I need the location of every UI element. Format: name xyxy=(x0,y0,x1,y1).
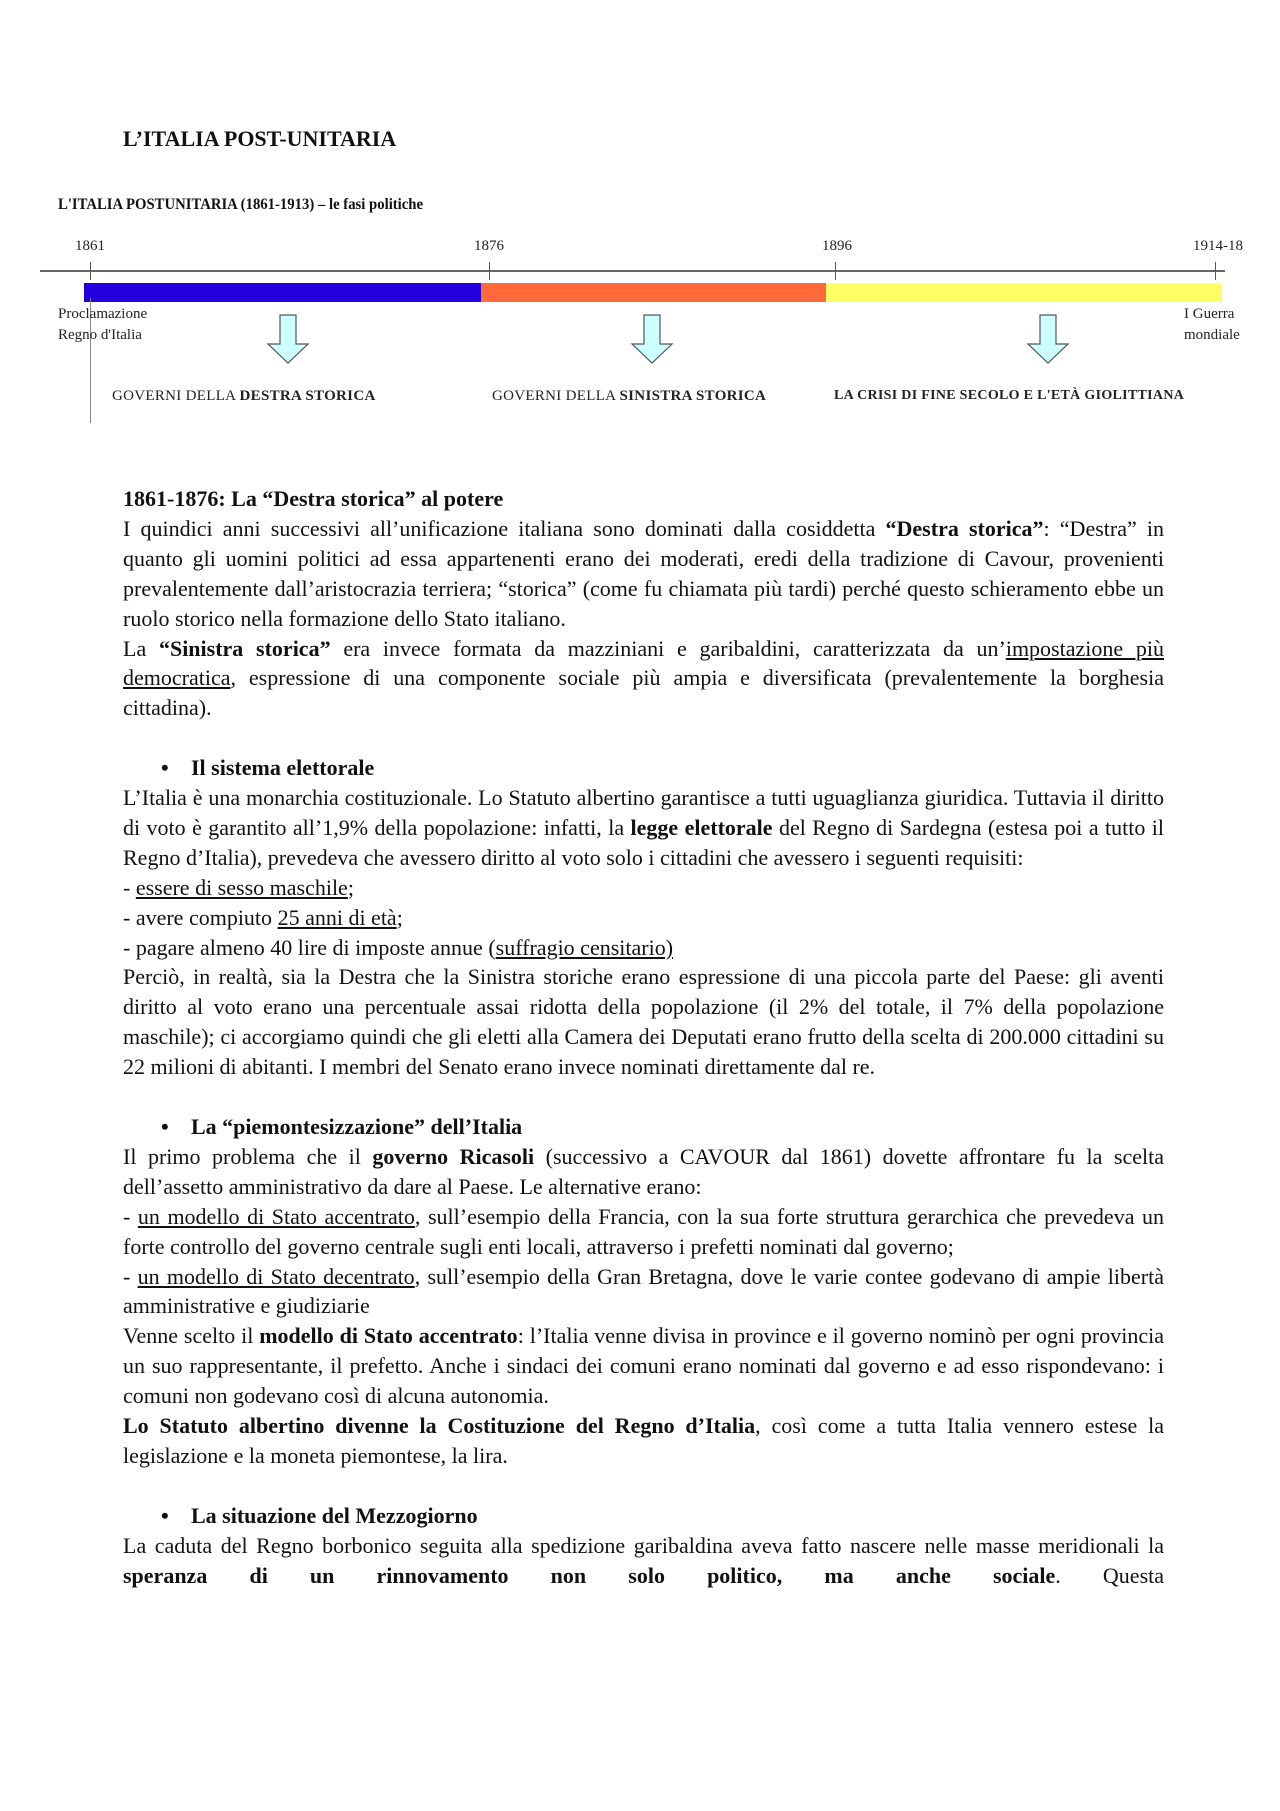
paragraph xyxy=(123,1202,1164,1262)
tick-mark xyxy=(489,262,490,280)
text-run: , così come a tutta Italia vennero estese la legislazione e la moneta piemontese, la lira. xyxy=(123,1413,1165,1468)
bold-text: legge elettorale xyxy=(630,814,773,840)
blank-line xyxy=(123,1082,1164,1112)
underlined-text: un modello di Stato accentrato xyxy=(137,1203,415,1229)
underlined-text: un modello di Stato decentrato xyxy=(137,1263,415,1289)
text-run: ; xyxy=(347,874,354,900)
section-heading xyxy=(123,484,1164,514)
start-label-line: Regno d'Italia xyxy=(58,327,142,343)
text-run: La situazione del Mezzogiorno xyxy=(191,1502,478,1528)
document-title: L’ITALIA POST-UNITARIA xyxy=(123,126,397,151)
bold-text: speranza di un rinnovamento non solo politico, ma anche sociale xyxy=(123,1562,1056,1588)
bullet-heading-text xyxy=(191,755,374,780)
phase-label-normal: GOVERNI DELLA xyxy=(112,388,240,404)
bullet-heading xyxy=(123,1112,1164,1142)
phase-label-normal: GOVERNI DELLA xyxy=(492,388,620,404)
down-arrow-icon xyxy=(630,314,674,364)
text-run: (successivo a CAVOUR dal 1861) dovette affrontare fu la scelta dell’assetto amministrativo da dare al Paese. Le alternative erano: xyxy=(123,1143,1164,1199)
end-label-line: I Guerra xyxy=(1184,306,1235,322)
text-run: La caduta del Regno borbonico seguita alla spedizione garibaldina aveva fatto nascere nelle masse meridionali la xyxy=(123,1532,1164,1558)
down-arrow-icon xyxy=(266,314,310,364)
end-label-line: mondiale xyxy=(1184,327,1240,343)
text-run: - xyxy=(123,874,136,900)
text-run: : l’Italia venne divisa in province e il governo nominò per ogni provincia un suo rappresentante, il prefetto. Anche i sindaci dei comuni erano nominati dal governo e ad esso rispondevano: i comuni non godevano così di alcuna autonomia. xyxy=(123,1323,1165,1409)
underlined-text: suffragio censitario) xyxy=(495,934,674,960)
tick-mark xyxy=(90,262,91,280)
text-run: , espressione di una componente sociale più ampia e diversificata (prevalentemente la borghesia cittadina). xyxy=(123,665,1164,721)
text-run: L’Italia è una monarchia costituzionale. Lo Statuto albertino garantisce a tutti uguaglianza giuridica. Tuttavia il diritto di voto è garantito all’1,9% della popolazione: infatti, la xyxy=(123,785,1164,840)
bold-text: Lo Statuto albertino divenne la Costituzione del Regno d’Italia xyxy=(123,1413,756,1439)
timeline-figure xyxy=(0,190,1280,430)
tick-label-1914: 1914-18 xyxy=(1193,238,1243,254)
document-body xyxy=(123,484,1164,1590)
phase-label-bold: LA CRISI DI FINE SECOLO E L'ETÀ GIOLITTIANA xyxy=(834,388,1185,403)
tick-label-1876: 1876 xyxy=(474,238,504,254)
blank-line xyxy=(123,1471,1164,1501)
tick-mark xyxy=(1215,262,1216,280)
text-run: era invece formata da mazziniani e garibaldini, caratterizzata da un’ xyxy=(330,635,1006,661)
text-run: . Questa xyxy=(1055,1562,1165,1588)
bullet-icon: • xyxy=(161,1114,169,1139)
paragraph xyxy=(123,783,1164,873)
start-label-line: Proclamazione xyxy=(58,306,148,322)
blank-line xyxy=(123,723,1164,753)
phase-bar-crisi xyxy=(826,283,1222,302)
text-run: La xyxy=(123,635,159,661)
paragraph xyxy=(123,1262,1164,1322)
text-run: : “Destra” in quanto gli uomini politici ad essa appartenenti erano dei moderati, eredi della tradizione di Cavour, provenienti prevalentemente dall’aristocrazia terriera; “storica” (come fu chiamata più tardi) perché questo schieramento ebbe un ruolo storico nella formazione dello Stato italiano. xyxy=(123,515,1165,631)
bullet-heading xyxy=(123,1501,1164,1531)
text-run: Perciò, in realtà, sia la Destra che la Sinistra storiche erano espressione di una piccola parte del Paese: gli aventi diritto al voto erano una percentuale assai ridotta della popolazione (il 2% del totale, il 7% della popolazione maschile); ci accorgiamo quindi che gli eletti alla Camera dei Deputati erano frutto della scelta di 200.000 cittadini su 22 milioni di abitanti. I membri del Senato erano invece nominati direttamente dal re. xyxy=(123,964,1164,1080)
paragraph xyxy=(123,1142,1164,1202)
text-run: 1861-1876: La “Destra storica” al potere xyxy=(123,486,504,511)
text-run: , sull’esempio della Francia, con la sua forte struttura gerarchica che prevedeva un forte controllo del governo centrale sugli enti locali, attraverso i prefetti nominati dal governo; xyxy=(123,1203,1165,1259)
paragraph xyxy=(123,634,1164,724)
phase-bar-destra xyxy=(84,283,481,302)
text-run: Il primo problema che il xyxy=(123,1143,373,1169)
phase-label-bold: DESTRA STORICA xyxy=(239,388,376,404)
text-run: Venne scelto il xyxy=(123,1323,260,1349)
text-run: del Regno di Sardegna (estesa poi a tutto il Regno d’Italia), prevedeva che avessero diritto al voto solo i cittadini che avessero i seguenti requisiti: xyxy=(123,814,1165,870)
phase-bar-sinistra xyxy=(481,283,826,302)
phase-label-destra xyxy=(112,388,376,405)
tick-mark xyxy=(835,262,836,280)
start-label xyxy=(58,304,147,346)
tick-label-1861: 1861 xyxy=(75,238,105,254)
list-item xyxy=(123,933,1164,963)
paragraph xyxy=(123,962,1164,1082)
list-item xyxy=(123,873,1164,903)
bullet-heading xyxy=(123,753,1164,783)
text-run: - xyxy=(123,1203,138,1229)
paragraph xyxy=(123,514,1164,634)
list-item xyxy=(123,903,1164,933)
bullet-icon: • xyxy=(161,755,169,781)
down-arrow-icon xyxy=(1026,314,1070,364)
paragraph xyxy=(123,1531,1164,1591)
paragraph xyxy=(123,1321,1164,1411)
text-run: Il sistema elettorale xyxy=(191,755,375,781)
end-label xyxy=(1184,304,1240,346)
text-run: - xyxy=(123,1263,138,1289)
timeline-axis xyxy=(40,270,1225,272)
text-run: , sull’esempio della Gran Bretagna, dove le varie contee godevano di ampie libertà amministrative e giudiziarie xyxy=(123,1263,1164,1319)
underlined-text: 25 anni di età xyxy=(277,904,397,930)
text-run: - pagare almeno 40 lire di imposte annue ( xyxy=(123,934,496,960)
bold-text: “Sinistra storica” xyxy=(158,635,331,661)
bullet-heading-text xyxy=(191,1503,478,1528)
underlined-text: essere di sesso maschile xyxy=(135,874,348,900)
text-run: ; xyxy=(396,904,403,930)
phase-label-bold: SINISTRA STORICA xyxy=(619,388,767,404)
timeline-title: L'ITALIA POSTUNITARIA (1861-1913) – le fasi politiche xyxy=(58,196,424,213)
bold-text: governo Ricasoli xyxy=(372,1143,535,1169)
bullet-icon: • xyxy=(161,1502,169,1528)
text-run: - avere compiuto xyxy=(123,904,278,930)
bullet-heading-text xyxy=(191,1114,522,1139)
paragraph xyxy=(123,1411,1164,1471)
tick-label-1896: 1896 xyxy=(822,238,852,254)
text-run: La “piemontesizzazione” dell’Italia xyxy=(191,1114,523,1139)
phase-label-crisi xyxy=(834,388,1184,404)
bold-text: “Destra storica” xyxy=(885,515,1044,541)
text-run: I quindici anni successivi all’unificazione italiana sono dominati dalla cosiddetta xyxy=(123,515,886,541)
phase-label-sinistra xyxy=(492,388,766,405)
bold-text: modello di Stato accentrato xyxy=(259,1323,518,1349)
underlined-text: impostazione più democratica xyxy=(123,635,1164,691)
